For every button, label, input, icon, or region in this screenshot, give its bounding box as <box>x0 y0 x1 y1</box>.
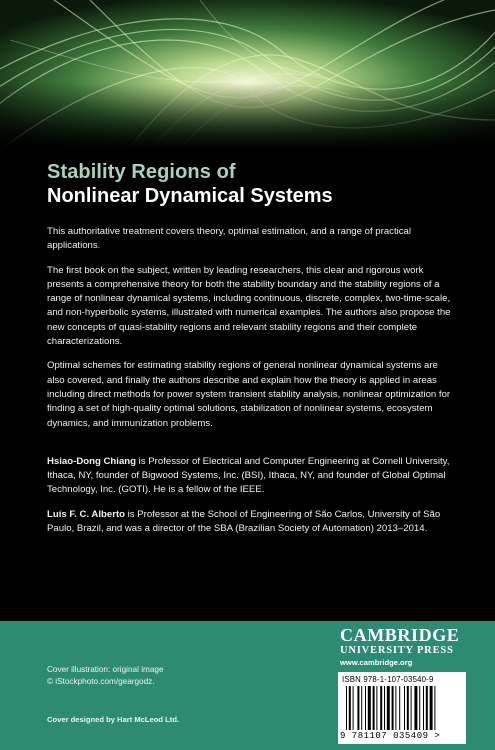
isbn-label: ISBN 978-1-107-03540-9 <box>342 675 434 684</box>
publisher-name: CAMBRIDGE <box>340 625 460 645</box>
footer-band <box>0 621 495 750</box>
author-bio-2 <box>47 508 457 537</box>
swirl-illustration <box>0 0 495 150</box>
designer-credit: Cover designed by Hart McLeod Ltd. <box>47 715 180 724</box>
intro-paragraph: This authoritative treatment covers theory, optimal estimation, and a range of practical applications. <box>47 226 412 252</box>
barcode-digits: 9 781107 035409 > <box>340 731 441 741</box>
publisher-logo <box>340 621 460 668</box>
barcode-panel <box>338 672 466 744</box>
title-block <box>47 160 467 208</box>
barcode-icon <box>344 686 460 730</box>
cover-artwork <box>0 0 495 150</box>
author-bio-text-1: is Professor of Electrical and Computer Engineering at Cornell University, Ithaca, NY, founder of Bigwood Systems, Inc. (BSI), Ithaca, NY, and founder of Global Optimal Technology, Inc. (GOTI). He is a fellow of the IEEE. <box>47 455 450 496</box>
cover-credits <box>47 664 164 688</box>
description-paragraph-2: The first book on the subject, written by leading researchers, this clear and rigorous work presents a comprehensive theory for both the stability boundary and the stability regions of a range of nonlinear dynamical systems, including continuous, discrete, complex, two-time-scale, and non-hyperbolic systems, illustrated with numerical examples. The authors also propose the new concepts of quasi-stability regions and relevant stability regions and their complete characterizations. <box>47 264 451 348</box>
publisher-subtitle: UNIVERSITY PRESS <box>340 645 454 656</box>
blurb <box>47 225 457 546</box>
author-bio-1 <box>47 455 457 498</box>
image-credit: © iStockphoto.com/geargodz. <box>47 677 155 686</box>
title-line-2: Nonlinear Dynamical Systems <box>47 185 333 207</box>
title-line-1: Stability Regions of <box>47 161 236 183</box>
author-name-2: Luís F. C. Alberto <box>47 508 125 520</box>
publisher-url: www.cambridge.org <box>340 658 413 667</box>
cover-illustration-credit: Cover illustration: original image <box>47 665 164 674</box>
description-paragraph-3: Optimal schemes for estimating stability regions of general nonlinear dynamical systems are also covered, and finally the authors describe and explain how the theory is applied in areas including direct methods for power system transient stability analysis, nonlinear optimization for finding a set of high-quality optimal solutions, stabilization of nonlinear systems, ecosystem dynamics, and immunization problems. <box>47 360 451 429</box>
author-bio-text-2: is Professor at the School of Engineering of São Carlos, University of São Paulo, Brazil, and was a director of the SBA (Brazilian Society of Automation) 2013–2014. <box>47 508 441 535</box>
author-name-1: Hsiao-Dong Chiang <box>47 455 137 467</box>
